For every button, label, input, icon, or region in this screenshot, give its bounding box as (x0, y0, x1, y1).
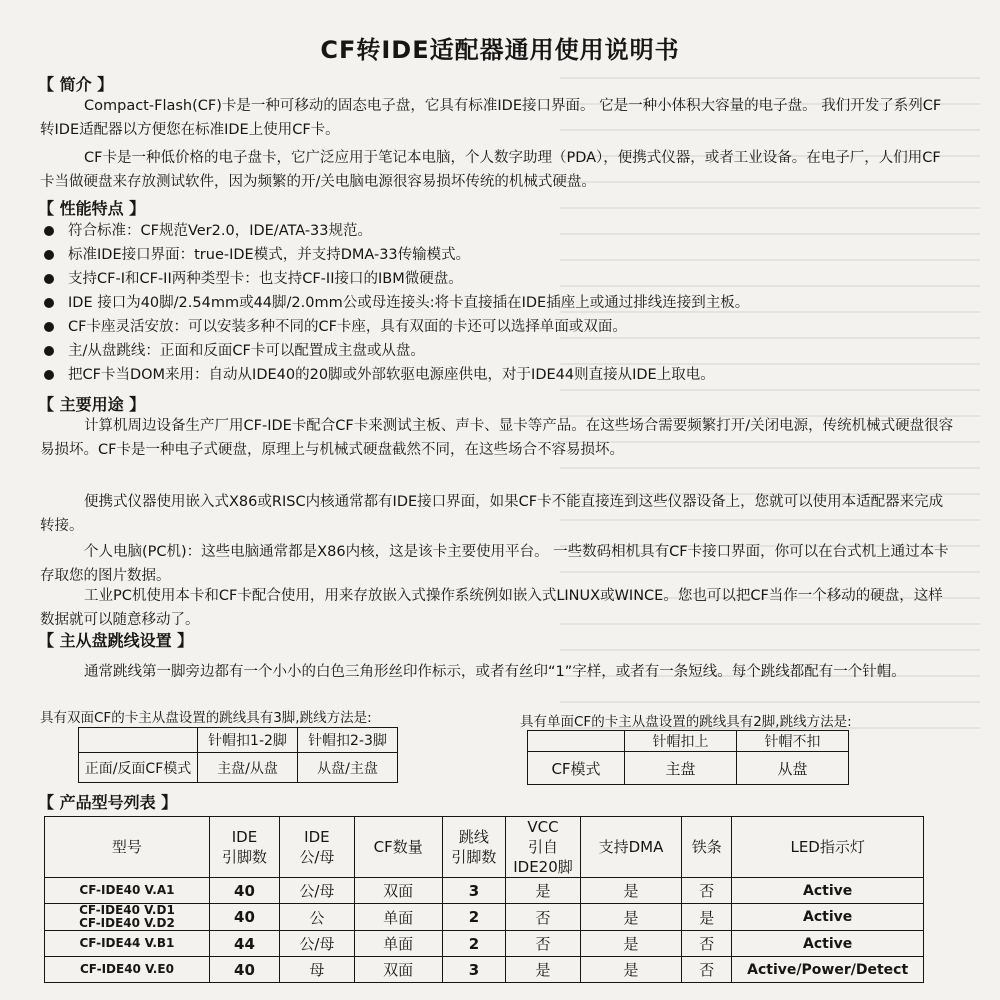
table-cell: 是 (682, 904, 732, 931)
bullet-icon (44, 250, 54, 260)
feature-item: 把CF卡当DOM来用：自动从IDE40的20脚或外部软驱电源座供电，对于IDE44则直接从IDE上取电。 (40, 363, 960, 387)
table-cell: 3 (442, 878, 506, 904)
jumper-heading: 【 主从盘跳线设置 】 (38, 631, 194, 650)
table-cell: 40 (209, 878, 279, 904)
table-header-cell (45, 817, 210, 878)
header-text: 引脚数 (221, 848, 267, 866)
table-header-cell (682, 817, 732, 878)
table-row (45, 904, 924, 931)
model-cell: CF-IDE40 V.E0 (45, 957, 210, 983)
table-header-cell (506, 817, 581, 878)
bullet-icon (44, 370, 54, 380)
header-text: LED指示灯 (790, 838, 865, 856)
feature-item: CF卡座灵活安放：可以安装多种不同的CF卡座，具有双面的卡还可以选择单面或双面。 (40, 315, 960, 339)
table-cell: 是 (506, 878, 581, 904)
table-header-cell (442, 817, 506, 878)
table-header-cell: 针帽扣2-3脚 (298, 728, 398, 753)
table-cell: 2 (442, 931, 506, 957)
bullet-icon (44, 322, 54, 332)
led-cell: Active (732, 931, 924, 957)
product-model-table (44, 816, 924, 983)
jumper-left-caption: 具有双面CF的卡主从盘设置的跳线具有3脚,跳线方法是: (40, 710, 372, 726)
table-cell: CF模式 (528, 752, 625, 785)
table-header-cell (280, 817, 355, 878)
jumper-3pin-table (78, 727, 398, 783)
header-text: CF数量 (373, 838, 423, 856)
table-cell: 否 (506, 931, 581, 957)
table-cell: 单面 (354, 931, 442, 957)
table-header-cell (732, 817, 924, 878)
model-cell: CF-IDE40 V.A1 (45, 878, 210, 904)
bullet-icon (44, 274, 54, 284)
header-text: 支持DMA (598, 838, 664, 856)
products-heading: 【 产品型号列表 】 (38, 793, 178, 812)
header-text: 型号 (111, 838, 142, 856)
document-title: CF转IDE适配器通用使用说明书 (320, 36, 680, 64)
header-text: 铁条 (691, 838, 722, 856)
table-cell: 主盘 (625, 752, 737, 785)
feature-item: 符合标准：CF规范Ver2.0，IDE/ATA-33规范。 (40, 219, 960, 243)
table-cell: 否 (682, 878, 732, 904)
feature-item: 主/从盘跳线：正面和反面CF卡可以配置成主盘或从盘。 (40, 339, 960, 363)
table-header-cell (354, 817, 442, 878)
intro-paragraph-1: Compact-Flash(CF)卡是一种可移动的固态电子盘，它具有标准IDE接口界面。 它是一种小体积大容量的电子盘。 我们开发了系列CF转IDE适配器以方便您在标准IDE上使用CF卡。 (40, 98, 942, 138)
table-header-row (45, 817, 924, 878)
table-cell: 否 (682, 931, 732, 957)
intro-paragraph-2: CF卡是一种低价格的电子盘卡，它广泛应用于笔记本电脑，个人数字助理（PDA），便携式仪器，或者工业设备。在电子厂，人们用CF卡当做硬盘来存放测试软件，因为频繁的开/关电脑电源很容易损坏传统的机械式硬盘。 (40, 150, 941, 190)
intro-heading: 【 简介 】 (38, 75, 114, 94)
table-cell: 是 (580, 957, 681, 983)
bullet-icon (44, 298, 54, 308)
features-heading: 【 性能特点 】 (38, 199, 146, 218)
bullet-icon (44, 346, 54, 356)
table-cell: 主盘/从盘 (198, 753, 298, 783)
jumper-paragraph: 通常跳线第一脚旁边都有一个小小的白色三角形丝印作标示，或者有丝印“1”字样，或者有一条短线。每个跳线都配有一个针帽。 (84, 664, 906, 680)
table-header-cell (209, 817, 279, 878)
table-cell: 是 (580, 931, 681, 957)
table-cell: 是 (506, 957, 581, 983)
table-cell: 从盘 (737, 752, 849, 785)
feature-item: 标准IDE接口界面：true-IDE模式，并支持DMA-33传输模式。 (40, 243, 960, 267)
table-cell: 40 (209, 904, 279, 931)
model-cell: CF-IDE44 V.B1 (45, 931, 210, 957)
header-text: 公/母 (299, 848, 335, 866)
table-cell: 公/母 (280, 931, 355, 957)
usage-paragraph-2: 便携式仪器使用嵌入式X86或RISC内核通常都有IDE接口界面，如果CF卡不能直接连到这些仪器设备上，您就可以使用本适配器来完成转接。 (40, 494, 944, 534)
table-header-cell (580, 817, 681, 878)
led-cell: Active (732, 878, 924, 904)
jumper-2pin-table (527, 730, 849, 785)
led-cell: Active (732, 904, 924, 931)
table-cell: 母 (280, 957, 355, 983)
jumper-right-caption: 具有单面CF的卡主从盘设置的跳线具有2脚,跳线方法是: (520, 714, 852, 730)
table-cell: 公/母 (280, 878, 355, 904)
table-cell: 从盘/主盘 (298, 753, 398, 783)
feature-item: IDE 接口为40脚/2.54mm或44脚/2.0mm公或母连接头:将卡直接插在IDE插座上或通过排线连接到主板。 (40, 291, 960, 315)
table-cell: 双面 (354, 957, 442, 983)
table-header-cell: 针帽扣1-2脚 (198, 728, 298, 753)
table-header-cell (528, 731, 625, 752)
header-text: 跳线 (458, 828, 489, 846)
table-cell: 是 (580, 878, 681, 904)
model-cell: CF-IDE40 V.D1 CF-IDE40 V.D2 (45, 904, 210, 931)
table-header-cell: 针帽扣上 (625, 731, 737, 752)
table-cell: 双面 (354, 878, 442, 904)
header-text: VCC (527, 818, 559, 836)
table-cell: 3 (442, 957, 506, 983)
header-text: IDE20脚 (513, 858, 573, 876)
header-text: IDE (304, 828, 330, 846)
features-list (40, 219, 960, 387)
table-header-cell: 针帽不扣 (737, 731, 849, 752)
table-cell: 否 (682, 957, 732, 983)
usage-paragraph-1: 计算机周边设备生产厂用CF-IDE卡配合CF卡来测试主板、声卡、显卡等产品。在这些场合需要频繁打开/关闭电源，传统机械式硬盘很容易损坏。CF卡是一种电子式硬盘，原理上与机械式硬盘截然不同，在这些场合不容易损坏。 (40, 418, 954, 458)
usage-heading: 【 主要用途 】 (38, 395, 146, 414)
table-header-cell (79, 728, 198, 753)
table-row (45, 931, 924, 957)
table-cell: 是 (580, 904, 681, 931)
table-cell: 单面 (354, 904, 442, 931)
table-cell: 44 (209, 931, 279, 957)
table-cell: 40 (209, 957, 279, 983)
header-text: 引脚数 (451, 848, 497, 866)
table-cell: 正面/反面CF模式 (79, 753, 198, 783)
table-row (45, 878, 924, 904)
led-cell: Active/Power/Detect (732, 957, 924, 983)
bullet-icon (44, 226, 54, 236)
table-cell: 否 (506, 904, 581, 931)
header-text: 引自 (528, 838, 559, 856)
usage-paragraph-3: 个人电脑(PC机)：这些电脑通常都是X86内核，这是该卡主要使用平台。 一些数码相机具有CF卡接口界面，你可以在台式机上通过本卡存取您的图片数据。 (40, 544, 949, 584)
feature-item: 支持CF-I和CF-II两种类型卡：也支持CF-II接口的IBM微硬盘。 (40, 267, 960, 291)
table-cell: 2 (442, 904, 506, 931)
usage-paragraph-4: 工业PC机使用本卡和CF卡配合使用，用来存放嵌入式操作系统例如嵌入式LINUX或WINCE。您也可以把CF当作一个移动的硬盘，这样数据就可以随意移动了。 (40, 588, 943, 628)
table-cell: 公 (280, 904, 355, 931)
header-text: IDE (231, 828, 258, 846)
table-row (45, 957, 924, 983)
